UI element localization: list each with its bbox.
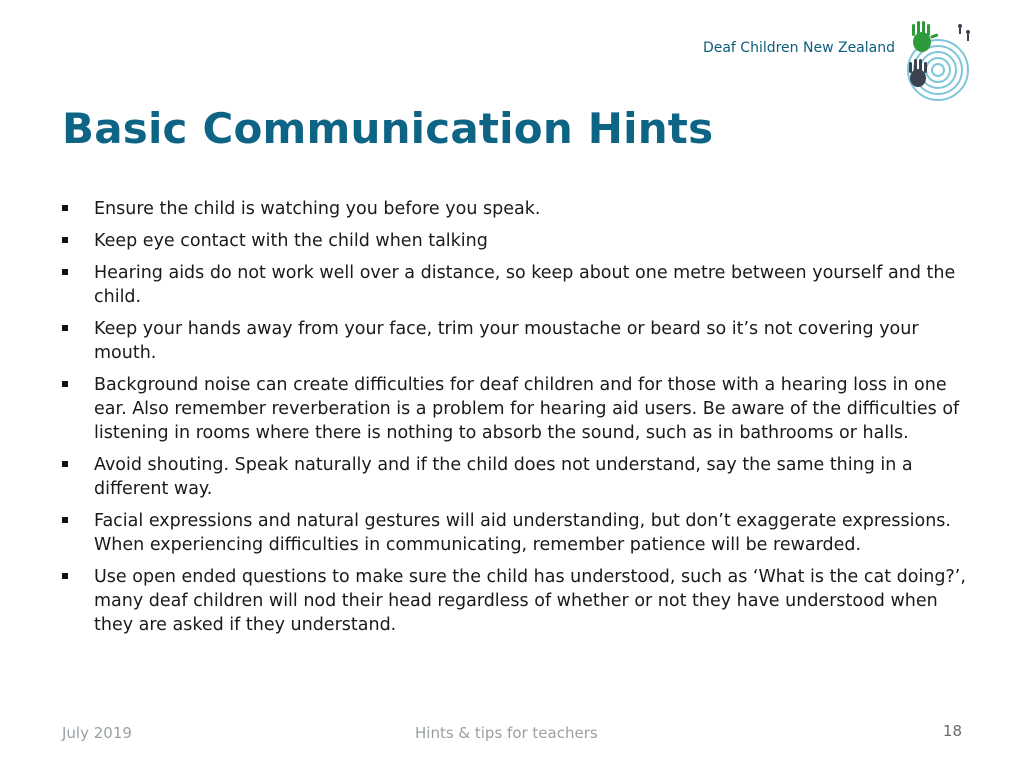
page-number: 18 — [942, 722, 962, 740]
footer-date: July 2019 — [62, 724, 132, 742]
list-item-text: Keep your hands away from your face, trim your moustache or beard so it’s not covering your mouth. — [94, 319, 919, 363]
list-item — [62, 261, 967, 309]
list-item — [62, 565, 967, 637]
square-bullet-icon — [62, 461, 68, 467]
square-bullet-icon — [62, 325, 68, 331]
page-title: Basic Communication Hints — [62, 104, 714, 153]
square-bullet-icon — [62, 573, 68, 579]
list-item — [62, 317, 967, 365]
square-bullet-icon — [62, 517, 68, 523]
footer-title: Hints & tips for teachers — [415, 724, 598, 742]
list-item-text: Keep eye contact with the child when talking — [94, 231, 488, 251]
list-item — [62, 509, 967, 557]
list-item-text: Ensure the child is watching you before you speak. — [94, 199, 541, 219]
square-bullet-icon — [62, 237, 68, 243]
hints-list — [62, 197, 967, 645]
list-item — [62, 373, 967, 445]
list-item-text: Avoid shouting. Speak naturally and if the child does not understand, say the same thing in a different way. — [94, 455, 913, 499]
list-item-text: Use open ended questions to make sure the child has understood, such as ‘What is the cat doing?’, many deaf children will nod their head regardless of whether or not they have understood when they are asked if they understand. — [94, 567, 966, 635]
list-item-text: Facial expressions and natural gestures will aid understanding, but don’t exaggerate expressions. When experiencing difficulties in communicating, remember patience will be rewarded. — [94, 511, 951, 555]
square-bullet-icon — [62, 205, 68, 211]
square-bullet-icon — [62, 381, 68, 387]
list-item — [62, 197, 967, 221]
organization-name: Deaf Children New Zealand — [702, 40, 895, 56]
hands-spiral-logo-icon — [900, 18, 980, 104]
list-item — [62, 453, 967, 501]
list-item-text: Hearing aids do not work well over a distance, so keep about one metre between yourself and the child. — [94, 263, 956, 307]
list-item — [62, 229, 967, 253]
list-item-text: Background noise can create difficulties for deaf children and for those with a hearing loss in one ear. Also remember reverberation is a problem for hearing aid users. Be aware of the difficulties of listening in rooms where there is nothing to absorb the sound, such as in bathrooms or halls. — [94, 375, 960, 443]
square-bullet-icon — [62, 269, 68, 275]
